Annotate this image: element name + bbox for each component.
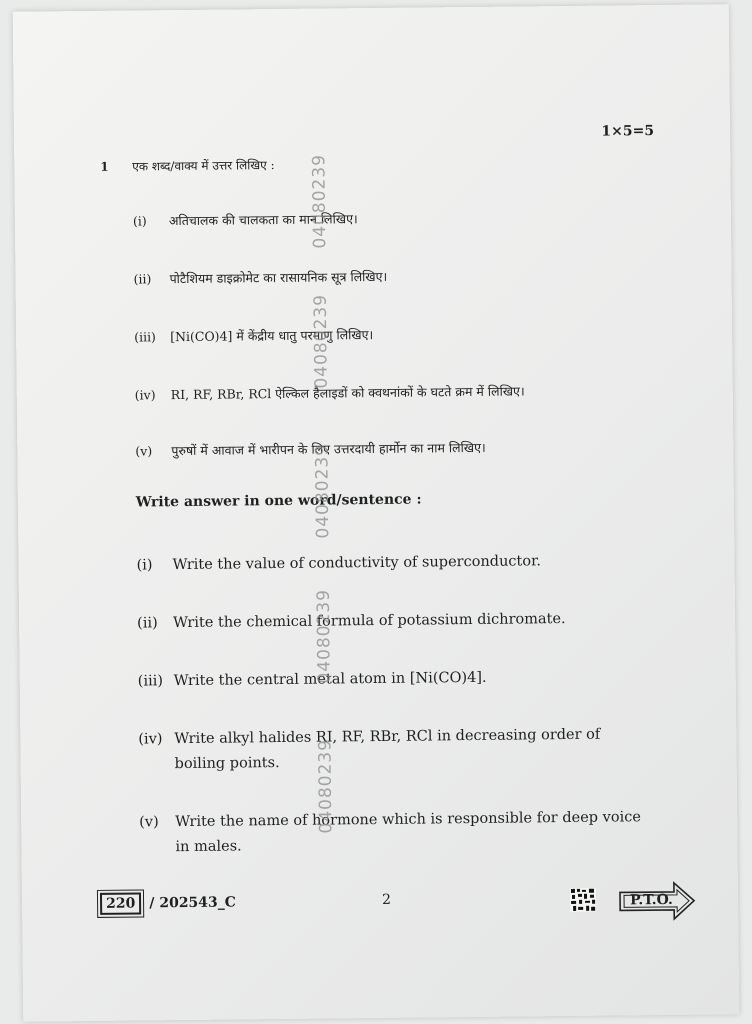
hindi-item	[135, 433, 655, 463]
item-text: पोटैशियम डाइक्रोमेट का रासायनिक सूत्र लिखिए।	[169, 268, 388, 287]
item-text: Write alkyl halides RI, RF, RBr, RCl in decreasing order of boiling points.	[174, 726, 601, 773]
item-text: Write the central metal atom in [Ni(CO)4].	[173, 669, 487, 690]
item-number: (ii)	[133, 271, 152, 287]
watermark-text: 04080239	[309, 153, 331, 249]
item-text: पुरुषों में आवाज में भारीपन के लिए उत्तरदायी हार्मोन का नाम लिखिए।	[171, 439, 486, 459]
paper-code-box: 220	[100, 892, 141, 914]
hindi-instruction: एक शब्द/वाक्य में उत्तर लिखिए :	[132, 158, 275, 174]
watermark-text: 04080239	[315, 738, 337, 834]
exam-page	[13, 4, 740, 1021]
item-number: (iii)	[134, 329, 156, 345]
item-number: (iv)	[138, 731, 163, 748]
item-number: (iii)	[137, 673, 164, 690]
english-item	[137, 606, 657, 636]
paper-code	[100, 891, 236, 914]
hindi-item	[133, 261, 653, 291]
item-number: (i)	[136, 557, 153, 574]
item-number: (v)	[139, 814, 159, 831]
english-item	[139, 805, 659, 860]
watermark-text: 04080239	[310, 293, 332, 389]
item-text: Write the name of hormone which is responsible for deep voice in males.	[175, 809, 641, 856]
english-item	[138, 664, 658, 694]
watermark-text: 04080239	[313, 588, 335, 684]
hindi-item	[133, 203, 653, 233]
item-number: (ii)	[137, 615, 158, 632]
question-header	[100, 156, 274, 175]
english-item	[138, 722, 658, 777]
item-number: (v)	[135, 443, 153, 459]
set-code: / 202543_C	[149, 894, 236, 912]
watermark-text: 04080239	[312, 443, 334, 539]
item-text: Write the value of conductivity of superconductor.	[172, 553, 542, 574]
question-number: 1	[100, 159, 109, 174]
item-text: अतिचालक की चालकता का मान लिखिए।	[168, 211, 358, 229]
pto-label: P.T.O.	[629, 891, 673, 909]
item-text: [Ni(CO)4] में केंद्रीय धातु परमाणु लिखिए।	[170, 327, 374, 345]
item-text: RI, RF, RBr, RCl ऐल्किल हैलाइडों को क्वथनांकों के घटते क्रम में लिखिए।	[170, 383, 525, 403]
marks-label: 1×5=5	[601, 123, 655, 140]
item-number: (i)	[132, 213, 147, 229]
item-number: (iv)	[134, 387, 156, 403]
hindi-item	[134, 319, 654, 349]
english-item	[136, 548, 656, 578]
page-number: 2	[381, 891, 392, 908]
qr-code-icon	[570, 888, 596, 912]
item-text: Write the chemical formula of potassium dichromate.	[173, 611, 566, 632]
english-instruction: Write answer in one word/sentence :	[135, 491, 422, 511]
hindi-item	[135, 377, 655, 407]
